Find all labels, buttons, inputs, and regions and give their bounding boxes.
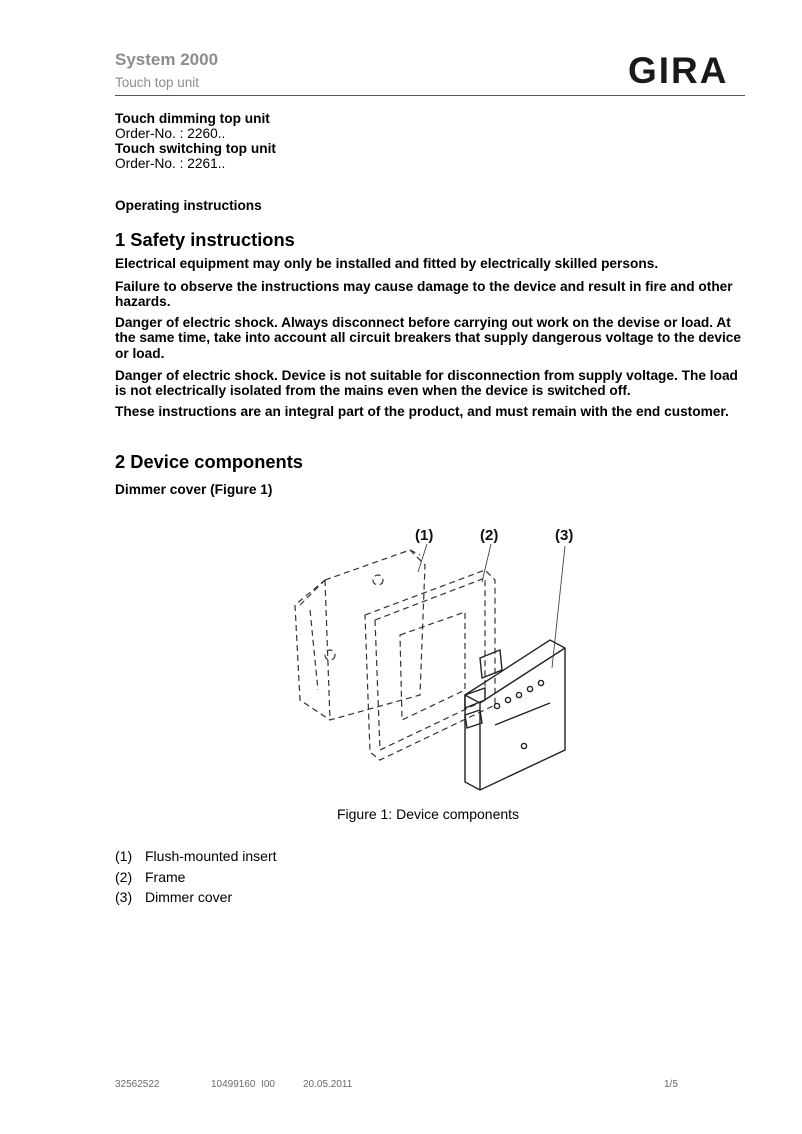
product-list — [115, 111, 747, 171]
dimming-title: Touch dimming top unit — [115, 111, 270, 126]
footer-reference: 10499160 I00 — [211, 1079, 275, 1090]
section-2-subheading: Dimmer cover (Figure 1) — [115, 482, 273, 497]
figure-caption: Figure 1: Device components — [336, 806, 520, 822]
legend-number: (1) — [115, 848, 133, 864]
callout-leaders — [418, 544, 565, 668]
safety-paragraph-5: These instructions are an integral part of the product, and must remain with the end customer. — [115, 404, 729, 419]
footer-doc-number: 32562522 — [115, 1079, 160, 1090]
safety-paragraph-3: Danger of electric shock. Always disconnect before carrying out work on the devise or load. At the same time, take into account all circuit breakers that supply dangerous voltage to the device or load. — [115, 315, 742, 361]
component-legend — [115, 846, 277, 908]
brand-logo: GIRA — [628, 50, 729, 91]
legend-number: (3) — [115, 889, 133, 905]
legend-number: (2) — [115, 868, 133, 885]
footer-date: 20.05.2011 — [303, 1079, 353, 1090]
section-2-heading: 2 Device components — [115, 451, 303, 472]
frame-drawing — [365, 570, 495, 760]
device-components-figure — [270, 520, 600, 800]
footer-page-number: 1/5 — [664, 1079, 678, 1090]
legend-label: Dimmer cover — [145, 889, 233, 905]
document-type: Operating instructions — [115, 198, 262, 213]
legend-item — [115, 846, 277, 867]
safety-paragraph-4: Danger of electric shock. Device is not suitable for disconnection from supply voltage. The load is not electrically isolated from the mains even when the device is switched off. — [115, 368, 738, 399]
callout-1: (1) — [415, 527, 434, 544]
flush-mounted-insert-drawing — [295, 550, 425, 720]
callout-2: (2) — [480, 527, 499, 544]
dimmer-cover-drawing — [465, 640, 565, 790]
header-subtitle: Touch top unit — [115, 75, 200, 90]
safety-paragraph-2: Failure to observe the instructions may cause damage to the device and result in fire and other hazards. — [115, 279, 733, 310]
legend-item — [115, 887, 277, 908]
header-divider — [115, 95, 745, 96]
legend-item — [115, 867, 277, 888]
section-1-heading: 1 Safety instructions — [115, 229, 295, 250]
switching-order-number: Order-No. : 2261.. — [115, 156, 226, 171]
dimming-order-number: Order-No. : 2260.. — [115, 126, 226, 141]
legend-label: Flush-mounted insert — [145, 848, 277, 864]
safety-paragraph-1: Electrical equipment may only be installed and fitted by electrically skilled persons. — [115, 256, 659, 271]
callout-3: (3) — [555, 527, 574, 544]
legend-label: Frame — [145, 868, 186, 885]
switching-title: Touch switching top unit — [115, 141, 276, 156]
header-series: System 2000 — [115, 50, 219, 69]
